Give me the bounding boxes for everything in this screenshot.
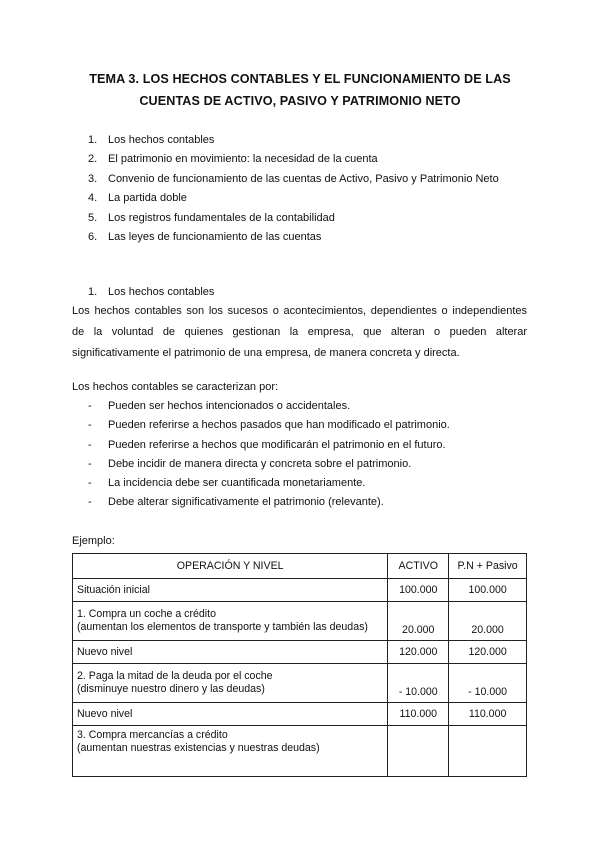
operation-text: Situación inicial [77, 583, 151, 596]
pn-cell: 100.000 [449, 579, 527, 602]
characteristics-intro: Los hechos contables se caracterizan por: [72, 381, 279, 393]
section-heading [88, 283, 214, 301]
pn-cell: 120.000 [449, 641, 527, 664]
definition-paragraph [72, 301, 527, 364]
list-item [88, 416, 450, 435]
operation-text: 3. Compra mercancías a crédito [77, 729, 228, 741]
list-item-text: Pueden ser hechos intencionados o accidentales. [108, 400, 351, 412]
list-item-text: Pueden referirse a hechos que modificarán el patrimonio en el futuro. [108, 438, 446, 451]
table-row [73, 703, 527, 726]
dash-bullet: - [88, 457, 92, 470]
toc-item [88, 189, 499, 208]
operation-cell [73, 664, 388, 703]
operation-note: (aumentan los elementos de transporte y también las deudas) [77, 621, 368, 633]
list-item-text: Debe incidir de manera directa y concreta sobre el patrimonio. [108, 457, 412, 470]
toc-text: Los hechos contables [108, 134, 215, 146]
list-item [88, 474, 450, 493]
pn-cell [449, 726, 527, 777]
toc-number: 2. [88, 153, 98, 166]
table-row [73, 602, 527, 641]
list-item-text: La incidencia debe ser cuantificada monetariamente. [108, 477, 366, 490]
operation-cell [73, 602, 388, 641]
operation-cell [73, 726, 388, 777]
operation-cell [73, 641, 388, 664]
toc-text: Los registros fundamentales de la contabilidad [108, 211, 335, 224]
table-row [73, 726, 527, 777]
toc-number: 1. [88, 134, 98, 146]
section-heading-text: Los hechos contables [108, 286, 215, 298]
activo-cell [388, 726, 449, 777]
activo-cell: 110.000 [388, 703, 449, 726]
header-activo: ACTIVO [388, 554, 449, 579]
operation-note: (disminuye nuestro dinero y las deudas) [77, 683, 265, 695]
toc-item [88, 170, 499, 189]
toc-number: 6. [88, 230, 98, 243]
operation-text: 2. Paga la mitad de la deuda por el coche [77, 670, 273, 682]
title-line-1: TEMA 3. LOS HECHOS CONTABLES Y EL FUNCIONAMIENTO DE LAS [89, 72, 511, 86]
toc-text: Convenio de funcionamiento de las cuentas de Activo, Pasivo y Patrimonio Neto [108, 172, 499, 185]
operation-text: 1. Compra un coche a crédito [77, 608, 216, 620]
toc-text: La partida doble [108, 192, 187, 205]
operation-cell [73, 579, 388, 602]
toc-number: 3. [88, 172, 98, 185]
list-item [88, 397, 450, 416]
paragraph-line: significativamente el patrimonio de una empresa, de manera concreta y directa. [72, 347, 460, 359]
toc-number: 4. [88, 192, 98, 205]
title-line-2: CUENTAS DE ACTIVO, PASIVO Y PATRIMONIO NETO [139, 94, 461, 108]
toc-item [88, 209, 499, 228]
document-title [60, 68, 540, 112]
table-row [73, 579, 527, 602]
dash-bullet: - [88, 438, 92, 451]
header-pn-pasivo: P.N + Pasivo [449, 554, 527, 579]
section-number: 1. [88, 286, 98, 298]
table-of-contents [88, 131, 499, 247]
activo-cell: - 10.000 [388, 664, 449, 703]
paragraph-line: Los hechos contables son los sucesos o acontecimientos, dependientes o independientes [72, 305, 527, 317]
pn-cell: - 10.000 [449, 664, 527, 703]
operation-note: (aumentan nuestras existencias y nuestras deudas) [77, 742, 320, 754]
activo-cell: 20.000 [388, 602, 449, 641]
list-item [88, 436, 450, 455]
example-table [72, 553, 527, 777]
toc-text: El patrimonio en movimiento: la necesidad de la cuenta [108, 153, 378, 166]
pn-cell: 110.000 [449, 703, 527, 726]
list-item [88, 493, 450, 512]
list-item [88, 455, 450, 474]
header-operation: OPERACIÓN Y NIVEL [73, 554, 388, 579]
table-header-row [73, 554, 527, 579]
list-item-text: Debe alterar significativamente el patrimonio (relevante). [108, 496, 384, 509]
operation-text: Nuevo nivel [77, 645, 133, 658]
activo-cell: 100.000 [388, 579, 449, 602]
operation-cell [73, 703, 388, 726]
dash-bullet: - [88, 477, 92, 490]
dash-bullet: - [88, 400, 92, 412]
paragraph-line: de la voluntad de quienes gestionan la empresa, que alteran o pueden alterar [72, 326, 527, 338]
characteristics-list [88, 397, 450, 513]
example-label: Ejemplo: [72, 535, 115, 547]
toc-item [88, 228, 499, 247]
dash-bullet: - [88, 496, 92, 509]
table-row [73, 641, 527, 664]
toc-number: 5. [88, 211, 98, 224]
toc-item [88, 131, 499, 150]
toc-text: Las leyes de funcionamiento de las cuentas [108, 230, 322, 243]
operation-text: Nuevo nivel [77, 707, 133, 720]
toc-item [88, 150, 499, 169]
pn-cell: 20.000 [449, 602, 527, 641]
dash-bullet: - [88, 419, 92, 432]
activo-cell: 120.000 [388, 641, 449, 664]
table-row [73, 664, 527, 703]
list-item-text: Pueden referirse a hechos pasados que han modificado el patrimonio. [108, 419, 450, 432]
